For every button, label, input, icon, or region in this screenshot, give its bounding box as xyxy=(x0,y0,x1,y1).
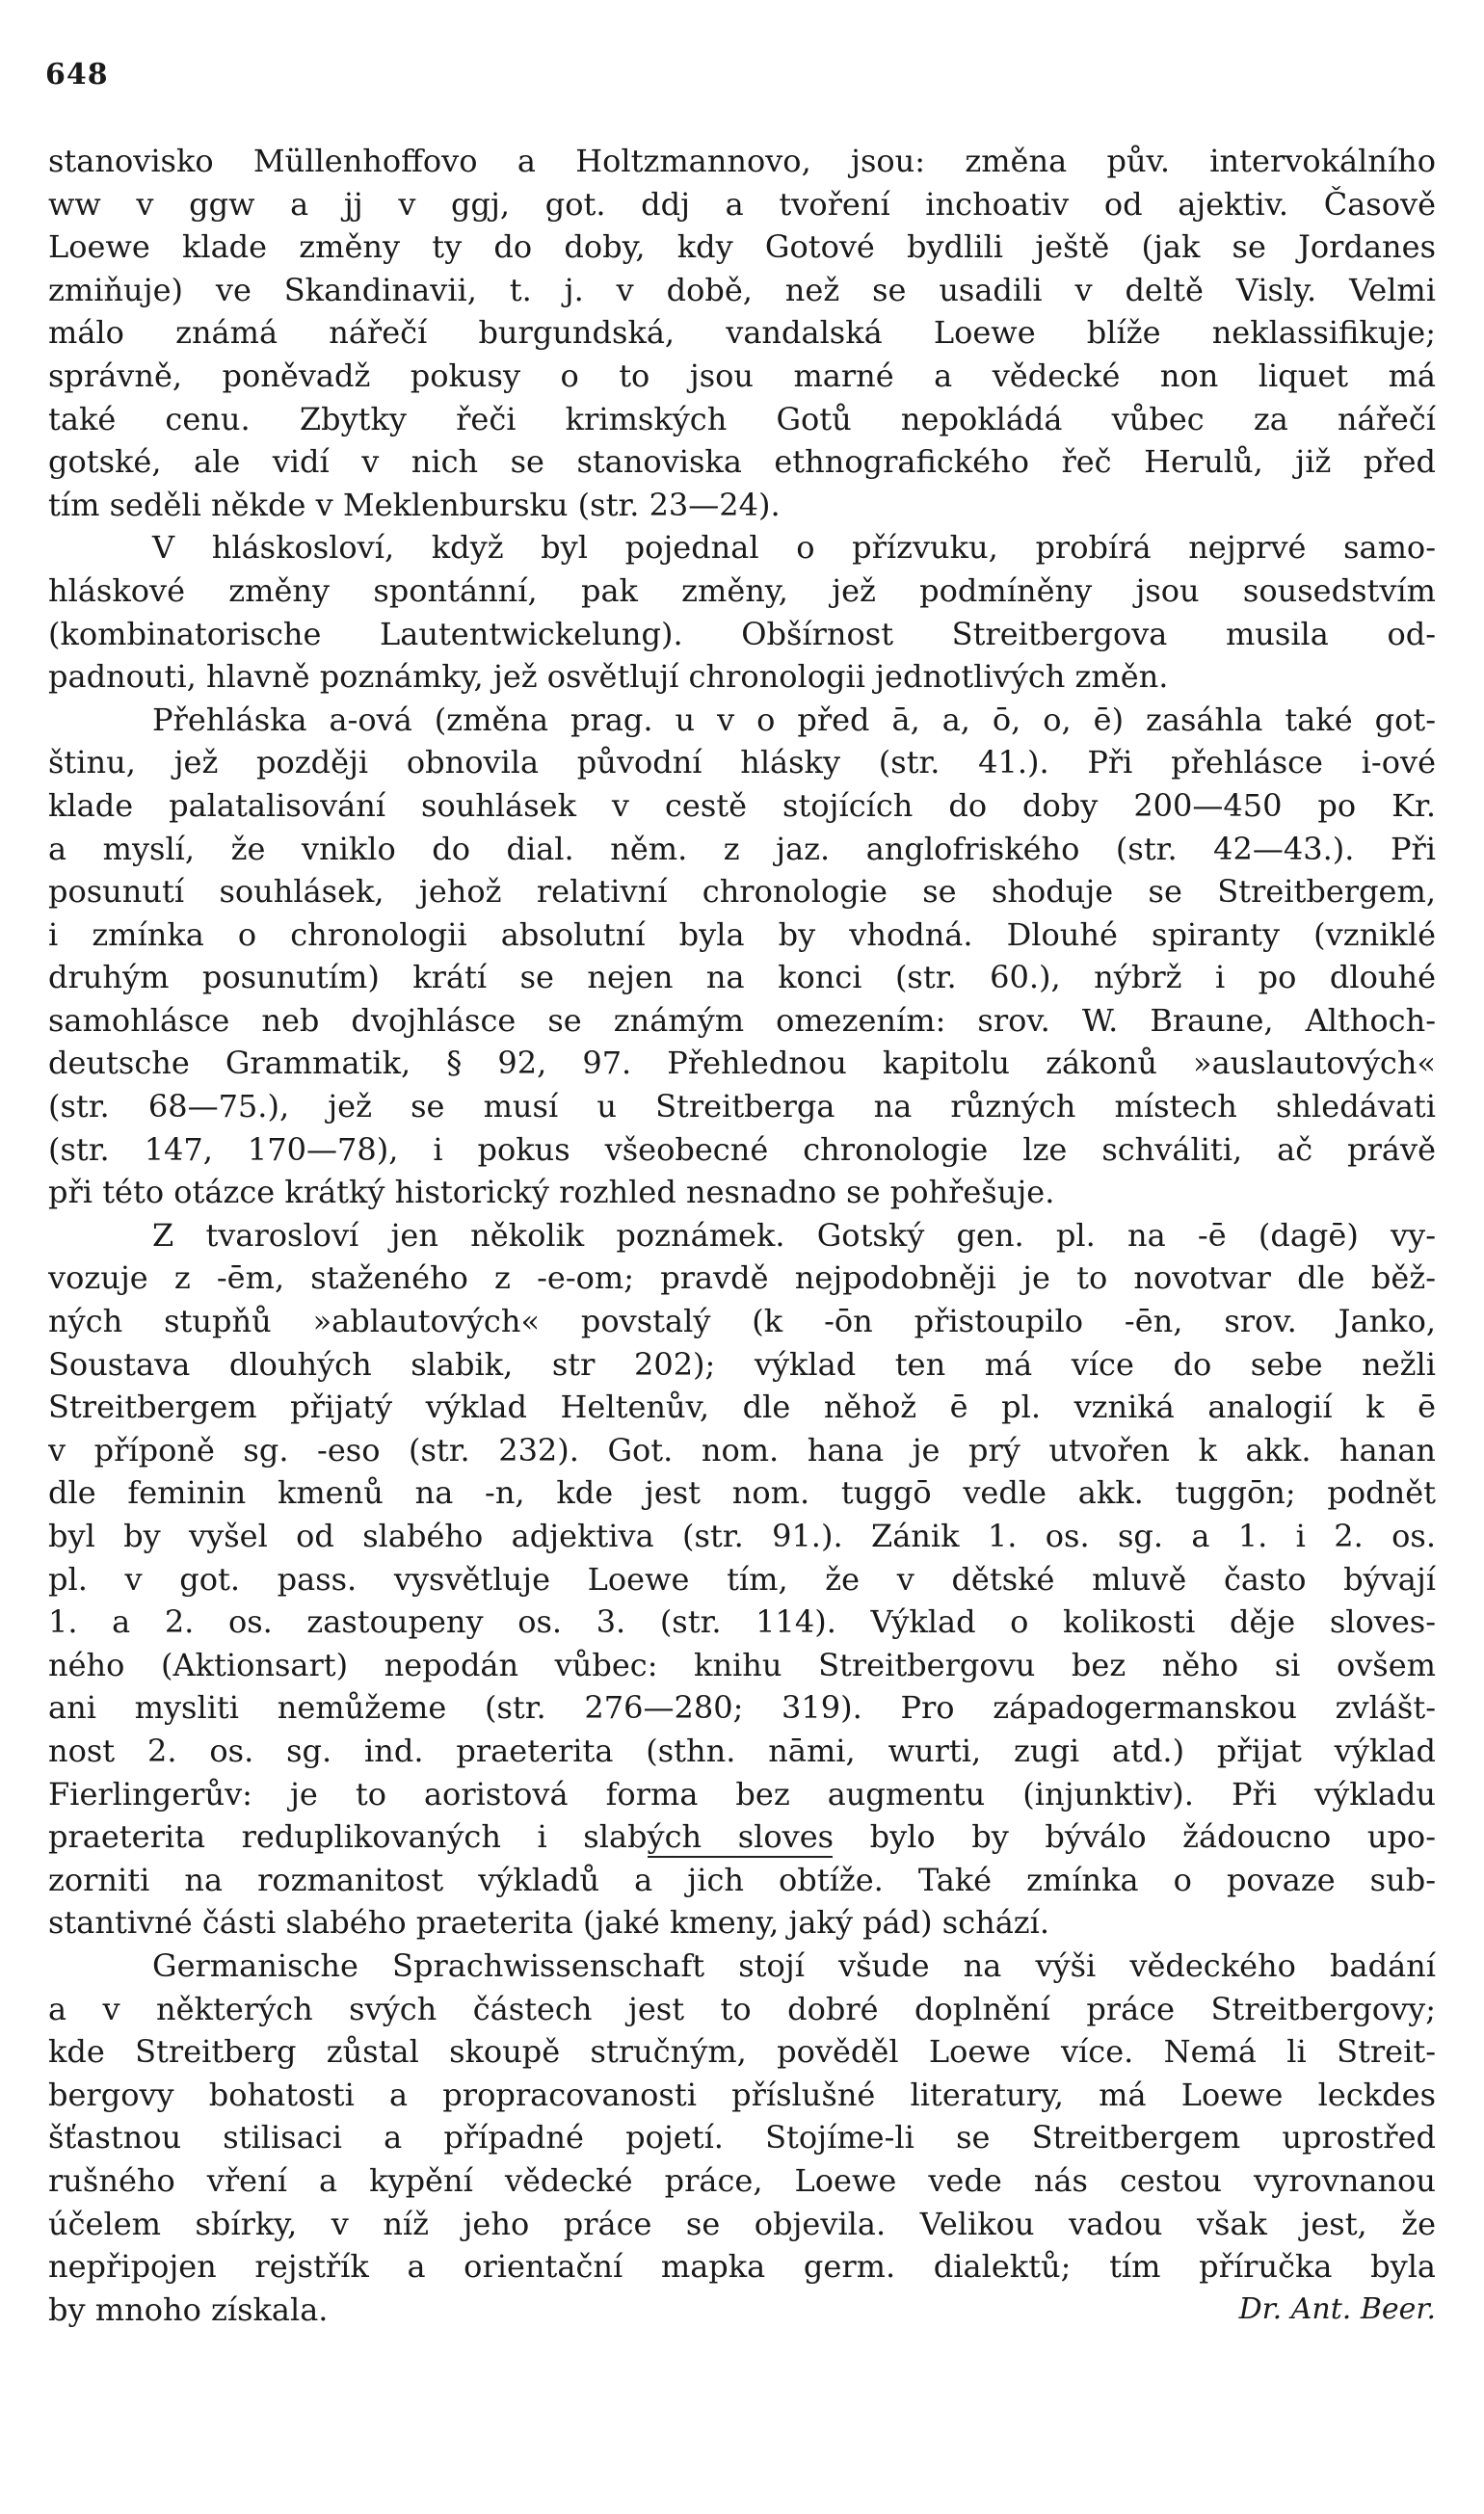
text-line: vozuje z -ēm, staženého z -e-om; pravdě nejpodobněji je to novotvar dle běž- xyxy=(48,1259,1436,1297)
text-line: posunutí souhlásek, jehož relativní chronologie se shoduje se Streitbergem, xyxy=(48,873,1436,911)
text-line: v příponě sg. -eso (str. 232). Got. nom. hana je prý utvořen k akk. hanan xyxy=(48,1431,1436,1469)
text-line: pl. v got. pass. vysvětluje Loewe tím, že v dětské mluvě často bývají xyxy=(48,1560,1436,1598)
text-line: ww v ggw a jj v ggj, got. ddj a tvoření inchoativ od ajektiv. Časově xyxy=(48,185,1436,223)
text-line: kde Streitberg zůstal skoupě stručným, pověděl Loewe více. Nemá li Streit- xyxy=(48,2033,1436,2071)
text-line: ných stupňů »ablautových« povstalý (k -ōn přistoupilo -ēn, srov. Janko, xyxy=(48,1303,1436,1340)
article-text xyxy=(48,140,1436,2331)
text-line: druhým posunutím) krátí se nejen na konci (str. 60.), nýbrž i po dlouhé xyxy=(48,959,1436,996)
closing-text: by mnoho získala. xyxy=(48,2290,329,2328)
text-line: také cenu. Zbytky řeči krimských Gotů nepokládá vůbec za nářečí xyxy=(48,400,1436,437)
paragraph-start-line: Z tvarosloví jen několik poznámek. Gotský gen. pl. na -ē (dagē) vy- xyxy=(152,1216,1436,1254)
text-line: stanovisko Müllenhoffovo a Holtzmannovo, jsou: změna pův. intervokálního xyxy=(48,143,1436,179)
text-line: deutsche Grammatik, § 92, 97. Přehlednou kapitolu zákonů »auslautových« xyxy=(48,1045,1436,1082)
text-line: štinu, jež později obnovila původní hlásky (str. 41.). Při přehlásce i-ové xyxy=(48,744,1436,781)
text-line: i zmínka o chronologii absolutní byla by vhodná. Dlouhé spiranty (vzniklé xyxy=(48,915,1436,953)
text-line: byl by vyšel od slabého adjektiva (str. 91.). Zánik 1. os. sg. a 1. i 2. os. xyxy=(48,1518,1436,1554)
text-line: praeterita reduplikovaných i slabých sloves bylo by býválo žádoucno upo- xyxy=(48,1818,1436,1856)
text-line: samohlásce neb dvojhlásce se známým omezením: srov. W. Braune, Althoch- xyxy=(48,1001,1436,1039)
text-line: Loewe klade změny ty do doby, kdy Gotové bydlili ještě (jak se Jordanes xyxy=(48,228,1436,266)
text-line: bergovy bohatosti a propracovanosti příslušné literatury, má Loewe leckdes xyxy=(48,2076,1436,2113)
text-line: Fierlingerův: je to aoristová forma bez augmentu (injunktiv). Při výkladu xyxy=(48,1775,1436,1813)
text-line: rušného vření a kypění vědecké práce, Loewe vede nás cestou vyrovnanou xyxy=(48,2161,1436,2199)
paragraph-start-line: Germanische Sprachwissenschaft stojí všude na výši vědeckého badání xyxy=(152,1946,1436,1984)
paragraph-start-line: V hláskosloví, když byl pojednal o přízvuku, probírá nejprvé samo- xyxy=(152,529,1436,567)
text-line: (str. 147, 170—78), i pokus všeobecné chronologie lze schváliti, ač právě xyxy=(48,1130,1436,1168)
text-line: ani mysliti nemůžeme (str. 276—280; 319). Pro západogermanskou zvlášt- xyxy=(48,1689,1436,1727)
text-line: zmiňuje) ve Skandinavii, t. j. v době, než se usadili v deltě Visly. Velmi xyxy=(48,271,1436,308)
author-signature: Dr. Ant. Beer. xyxy=(1238,2291,1436,2326)
text-line: ného (Aktionsart) nepodán vůbec: knihu Streitbergovu bez něho si ovšem xyxy=(48,1646,1436,1683)
text-line: (str. 68—75.), jež se musí u Streitberga na různých místech shledávati xyxy=(48,1088,1436,1125)
text-line: stantivné části slabého praeterita (jaké kmeny, jaký pád) schází. xyxy=(48,1904,1050,1942)
text-line: padnouti, hlavně poznámky, jež osvětlují chronologii jednotlivých změn. xyxy=(48,658,1169,696)
text-line: 1. a 2. os. zastoupeny os. 3. (str. 114). Výklad o kolikosti děje sloves- xyxy=(48,1603,1436,1641)
text-line: nost 2. os. sg. ind. praeterita (sthn. nāmi, wurti, zugi atd.) přijat výklad xyxy=(48,1732,1436,1769)
text-line: šťastnou stilisaci a případné pojetí. Stojíme-li se Streitbergem uprostřed xyxy=(48,2119,1436,2157)
text-line: (kombinatorische Lautentwickelung). Obšírnost Streitbergova musila od- xyxy=(48,615,1436,652)
text-line: dle feminin kmenů na -n, kde jest nom. tuggō vedle akk. tuggōn; podnět xyxy=(48,1474,1436,1512)
paragraph-start-line: Přehláska a-ová (změna prag. u v o před ā, a, ō, o, ē) zasáhla také got- xyxy=(152,701,1436,738)
end-rule xyxy=(648,1856,833,1858)
text-line: nepřipojen rejstřík a orientační mapka germ. dialektů; tím příručka byla xyxy=(48,2248,1436,2286)
text-line: hláskové změny spontánní, pak změny, jež podmíněny jsou sousedstvím xyxy=(48,571,1436,609)
text-line: gotské, ale vidí v nich se stanoviska ethnografického řeč Herulů, již před xyxy=(48,443,1436,481)
text-line: a myslí, že vniklo do dial. něm. z jaz. anglofriského (str. 42—43.). Při xyxy=(48,830,1436,867)
closing-line xyxy=(48,2289,1436,2332)
text-line: málo známá nářečí burgundská, vandalská Loewe blíže neklassifikuje; xyxy=(48,314,1436,352)
page-number: 648 xyxy=(45,58,109,92)
text-line: tím seděli někde v Meklenbursku (str. 23—24). xyxy=(48,486,781,523)
text-line: při této otázce krátký historický rozhled nesnadno se pohřešuje. xyxy=(48,1174,1055,1211)
text-line: Soustava dlouhých slabik, str 202); výklad ten má více do sebe nežli xyxy=(48,1345,1436,1383)
text-line: klade palatalisování souhlásek v cestě stojících do doby 200—450 po Kr. xyxy=(48,786,1436,824)
text-line: a v některých svých částech jest to dobré doplnění práce Streitbergovy; xyxy=(48,1990,1436,2027)
text-line: Streitbergem přijatý výklad Heltenův, dle něhož ē pl. vzniká analogií k ē xyxy=(48,1389,1436,1426)
text-line: účelem sbírky, v níž jeho práce se objevila. Velikou vadou však jest, že xyxy=(48,2205,1436,2242)
text-line: správně, poněvadž pokusy o to jsou marné a vědecké non liquet má xyxy=(48,357,1436,394)
text-line: zorniti na rozmanitost výkladů a jich obtíže. Také zmínka o povaze sub- xyxy=(48,1861,1436,1898)
